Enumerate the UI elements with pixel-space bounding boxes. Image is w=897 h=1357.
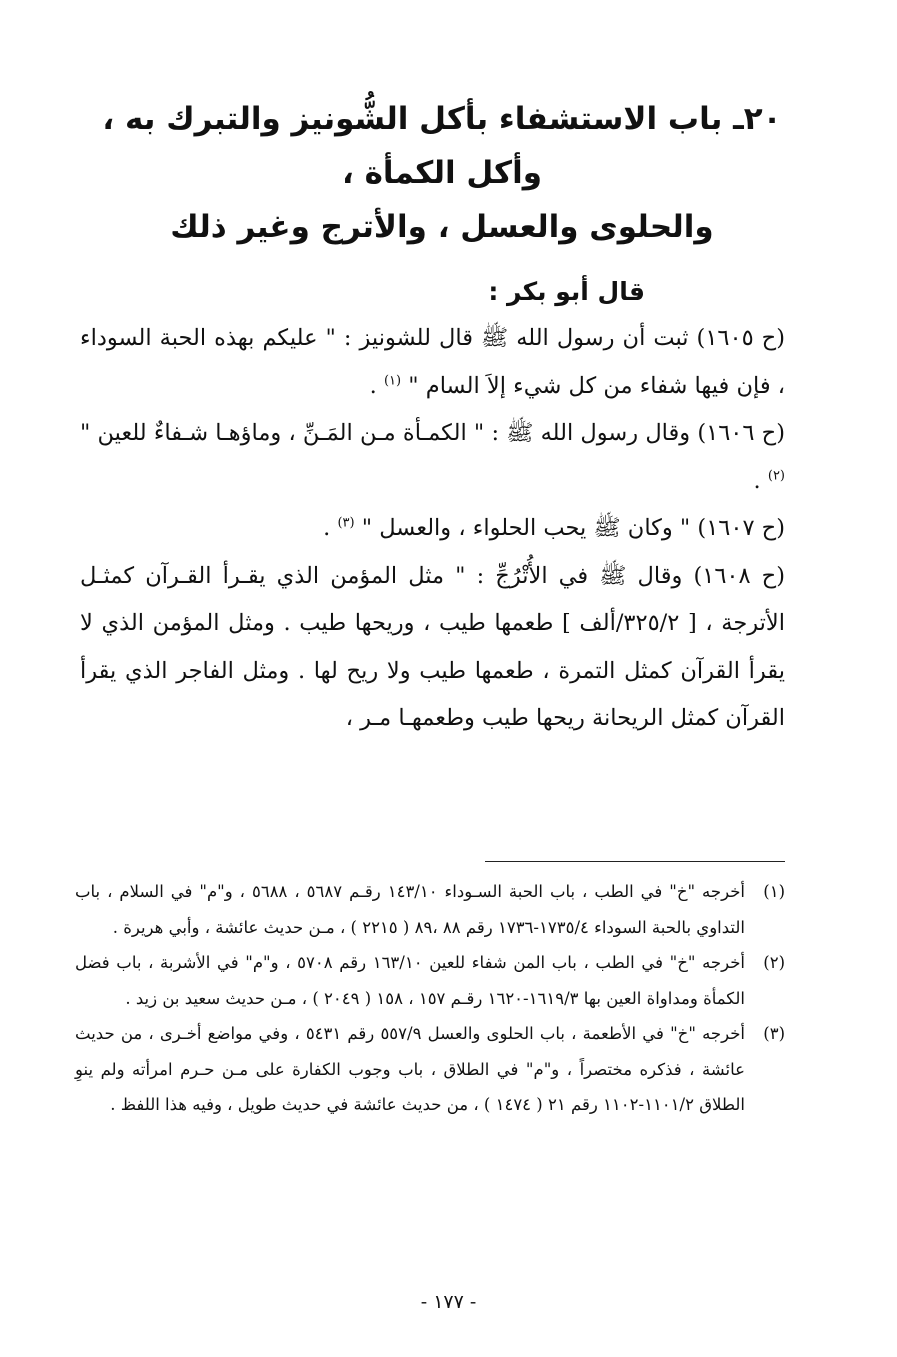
- hadith-text: وقال رسول الله ﷺ : " الكمـأة مـن المَـنِّ ، وماؤهـا شـفاءٌ للعين ": [80, 420, 691, 446]
- chapter-title: [97, 92, 787, 254]
- hadith-end: .: [323, 515, 338, 541]
- hadith-1608: [80, 553, 785, 743]
- footnote-text: أخرجه "خ" في الطب ، باب الحبة السـوداء ١٤٣/١٠ رقـم ٥٦٨٧ ، ٥٦٨٨ ، و"م" في السلام ، باب التداوي بالحبة السوداء ١٧٣٥/٤-١٧٣٦ رقم ٨٨ ،٨٩ ( ٢٢١٥ ) ، مـن حديث عائشة ، وأبي هريرة .: [75, 882, 745, 937]
- main-text: [80, 268, 785, 743]
- chapter-title-line-2: والحلوى والعسل ، والأترج وغير ذلك: [170, 209, 714, 245]
- hadith-number: (ح ١٦٠٥): [696, 325, 785, 351]
- hadith-text: ثبت أن رسول الله ﷺ قال للشونيز : " عليكم بهذه الحبة السوداء ، فإن فيها شفاء من كل شيء إلاَ السام ": [80, 325, 785, 399]
- footnote-text: أخرجه "خ" في الطب ، باب المن شفاء للعين ١٦٣/١٠ رقم ٥٧٠٨ ، و"م" في الأشربة ، باب فضل الكمأة ومداواة العين بها ١٦١٩/٣-١٦٢٠ رقـم ١٥٧ ، ١٥٨ ( ٢٠٤٩ ) ، مـن حديث سعيد بن زيد .: [75, 953, 746, 1008]
- footnote-ref[interactable]: (١): [383, 373, 402, 388]
- page-number: - ١٧٧ -: [420, 1291, 477, 1313]
- footnote-number: (١): [763, 882, 785, 901]
- hadith-1607: [80, 505, 785, 553]
- hadith-text: وقال ﷺ في الأُتْرُجِّ : " مثل المؤمن الذي يقـرأ القـرآن كمثـل الأترجة ، [ ٣٢٥/٢/ألف ] طعمها طيب ، وريحها طيب . ومثل المؤمن الذي لا يقرأ القرآن كمثل التمرة ، طعمها طيب ولا ريح لها . ومثل الفاجر الذي يقرأ القرآن كمثل الريحانة ريحها طيب وطعمهـا مـر ،: [80, 562, 785, 731]
- hadith-1605: [80, 315, 785, 410]
- footnote-2: [75, 945, 785, 1016]
- chapter-title-line-1: ٢٠ـ باب الاستشفاء بأكل الشُّونيز والتبرك به ، وأكل الكمأة ،: [102, 101, 782, 191]
- footnote-text: أخرجه "خ" في الأطعمة ، باب الحلوى والعسل ٥٥٧/٩ رقم ٥٤٣١ ، وفي مواضع أخـرى ، من حديث عائشة ، فذكره مختصراً ، و"م" في الطلاق ، باب وجوب الكفارة على مـن حـرم امرأته ولم ينوِ الطلاق ١١٠١/٢-١١٠٢ رقم ٢١ ( ١٤٧٤ ) ، من حديث عائشة في حديث طويل ، وفيه هذا اللفظ .: [75, 1024, 746, 1114]
- footnotes: [75, 874, 785, 1123]
- hadith-text: " وكان ﷺ يحب الحلواء ، والعسل ": [361, 515, 691, 541]
- footnote-3: [75, 1016, 785, 1123]
- hadith-1606: [80, 410, 785, 505]
- hadith-number: (ح ١٦٠٦): [697, 420, 785, 446]
- hadith-number: (ح ١٦٠٧): [697, 515, 785, 541]
- hadith-number: (ح ١٦٠٨): [693, 562, 785, 589]
- footnote-number: (٢): [763, 953, 785, 972]
- footnote-1: [75, 874, 785, 945]
- footnote-ref[interactable]: (٣): [337, 515, 355, 531]
- speaker-line: قال أبو بكر :: [488, 277, 645, 306]
- footnote-ref[interactable]: (٢): [767, 468, 785, 483]
- hadith-end: .: [753, 467, 768, 494]
- footnote-number: (٣): [763, 1024, 785, 1043]
- hadith-end: .: [369, 372, 384, 399]
- footnote-divider: [485, 861, 785, 862]
